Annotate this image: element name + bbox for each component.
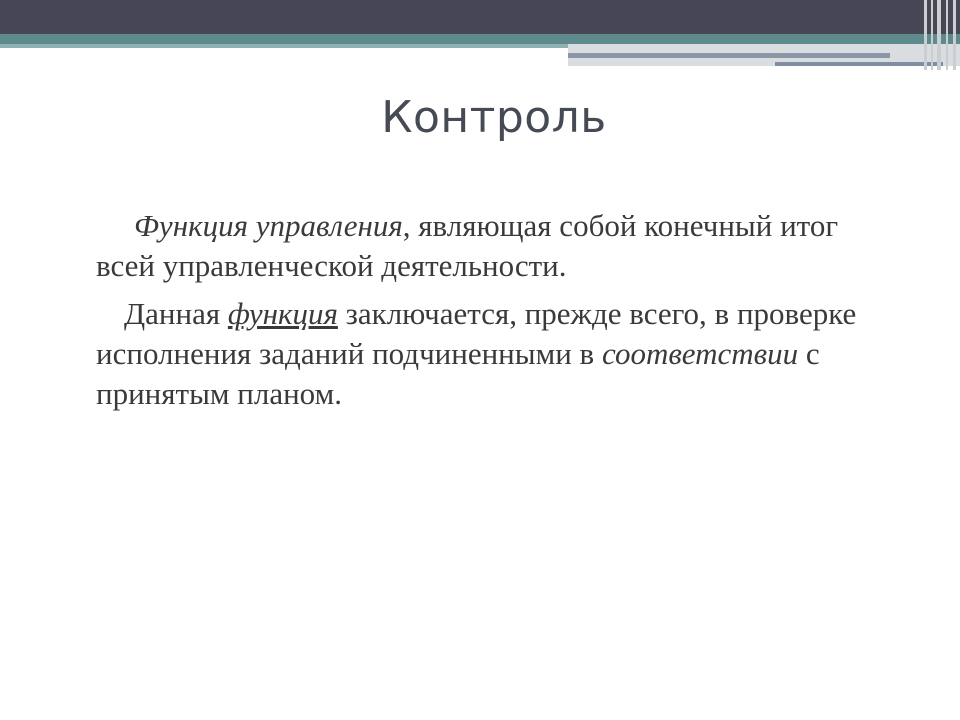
corner-vertical-bars (922, 0, 960, 70)
paragraph-definition (96, 206, 896, 286)
paragraph-description-middle: заключается, прежде всего, в проверке исполнения заданий подчиненными в (96, 296, 857, 371)
underlined-term: функция (227, 296, 338, 331)
header-band-slate-line (568, 53, 890, 58)
paragraph-description-start: Данная (124, 296, 228, 331)
paragraph-definition-text: , являющая собой конечный итог всей управленческой деятельности. (96, 208, 839, 283)
header-band-dark (0, 0, 960, 34)
header-band-teal-light (0, 44, 575, 48)
header-band-slate-line-lower (775, 62, 943, 66)
italic-lead-term: Функция управления (134, 208, 403, 243)
paragraph-description-end: с принятым планом. (96, 336, 820, 411)
slide-body (96, 206, 896, 414)
italic-term: соответствии (601, 336, 799, 371)
paragraph-description (96, 294, 896, 414)
header-band-teal (0, 34, 960, 44)
slide-title: Контроль (381, 92, 607, 143)
